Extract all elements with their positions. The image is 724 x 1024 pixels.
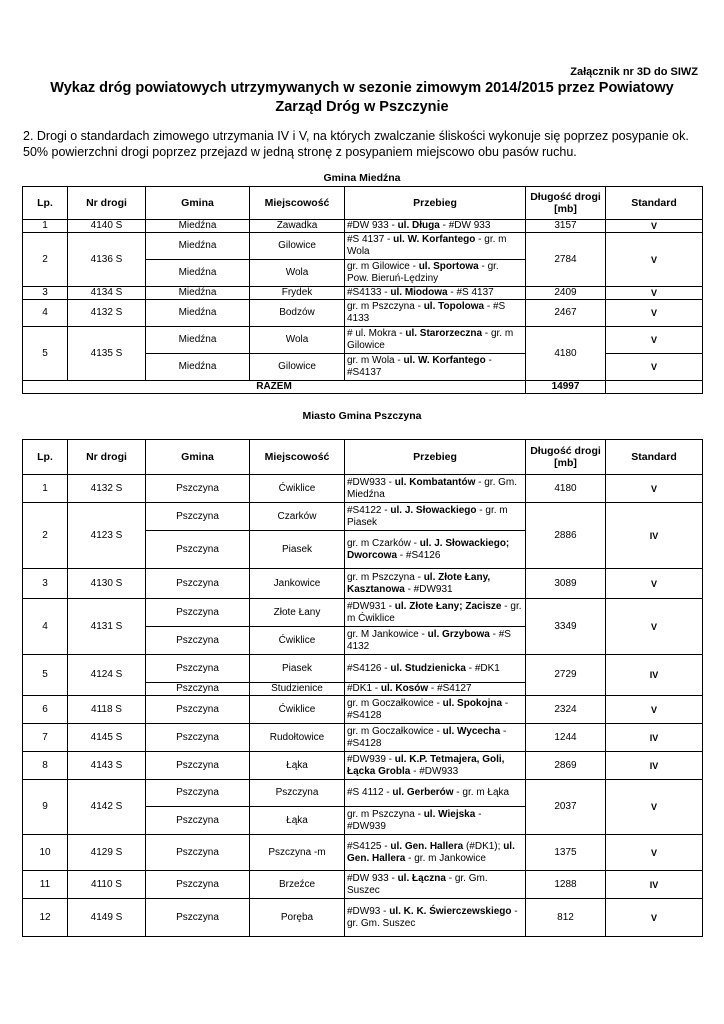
street-name: ul. Topolowa xyxy=(423,301,485,312)
table-row xyxy=(23,871,703,899)
route-cell xyxy=(345,287,526,300)
gmina-cell: Pszczyna xyxy=(146,475,250,503)
route-text: #S 4112 - xyxy=(347,787,393,798)
gmina-cell: Pszczyna xyxy=(146,807,250,835)
gmina-cell: Pszczyna xyxy=(146,835,250,871)
length-cell: 2409 xyxy=(526,287,606,300)
route-cell xyxy=(345,599,526,627)
table-row xyxy=(23,503,703,531)
road-number-cell: 4149 S xyxy=(68,899,146,937)
route-cell xyxy=(345,871,526,899)
standard-cell: V xyxy=(606,327,703,354)
gmina-cell: Miedźna xyxy=(146,327,250,354)
gmina-cell: Miedźna xyxy=(146,220,250,233)
locality-cell: Pszczyna xyxy=(250,780,345,807)
total-row xyxy=(23,381,703,394)
gmina-cell: Pszczyna xyxy=(146,871,250,899)
route-cell xyxy=(345,780,526,807)
route-cell xyxy=(345,696,526,724)
road-number-cell: 4118 S xyxy=(68,696,146,724)
route-text: #S4122 - xyxy=(347,504,391,516)
section-title-pszczyna: Miasto Gmina Pszczyna xyxy=(302,410,422,422)
route-text: - #S4127 xyxy=(428,683,472,694)
route-text: #S4126 - xyxy=(347,662,391,674)
col-lp: Lp. xyxy=(23,440,68,475)
intro-paragraph: 2. Drogi o standardach zimowego utrzymania IV i V, na których zwalczanie śliskości wykonuje się poprzez posypanie ok. 50% powierzchni drogi poprzez przejazd w jedną stronę z posypaniem miejscowo obu pasów ruchu. xyxy=(23,129,689,159)
route-text: gr. m Czarków - xyxy=(347,537,420,549)
lp-cell: 7 xyxy=(23,724,68,752)
route-text: #DW933 - xyxy=(347,476,395,488)
street-name: ul. Sportowa xyxy=(418,261,479,272)
route-cell xyxy=(345,475,526,503)
lp-cell: 6 xyxy=(23,696,68,724)
locality-cell: Wola xyxy=(250,260,345,287)
col-gmina: Gmina xyxy=(146,440,250,475)
route-text: - gr. Pow. Bieruń-Lędziny xyxy=(347,261,499,284)
road-number-cell: 4135 S xyxy=(68,327,146,381)
gmina-cell: Pszczyna xyxy=(146,655,250,683)
road-number-cell: 4132 S xyxy=(68,300,146,327)
table-row xyxy=(23,599,703,627)
col-przebieg: Przebieg xyxy=(345,440,526,475)
standard-cell: V xyxy=(606,287,703,300)
standard-cell: V xyxy=(606,233,703,287)
table-row xyxy=(23,899,703,937)
length-cell: 2886 xyxy=(526,503,606,569)
route-text: - #S4128 xyxy=(347,725,507,749)
lp-cell: 4 xyxy=(23,300,68,327)
col-dlugosc: Długość drogi [mb] xyxy=(526,187,606,220)
street-name: ul. Złote Łany; Zacisze xyxy=(394,600,502,612)
standard-cell: V xyxy=(606,354,703,381)
street-name: ul. Kombatantów xyxy=(394,476,476,488)
street-name: ul. W. Korfantego xyxy=(403,355,486,366)
road-number-cell: 4131 S xyxy=(68,599,146,655)
street-name: ul. Długa xyxy=(397,220,440,231)
route-text: - #S4137 xyxy=(347,355,492,378)
table-header-row xyxy=(23,187,703,220)
route-text: - #S 4133 xyxy=(347,301,506,324)
col-lp: Lp. xyxy=(23,187,68,220)
locality-cell: Gilowice xyxy=(250,233,345,260)
locality-cell: Bodzów xyxy=(250,300,345,327)
route-text: gr. m Wola - xyxy=(347,355,404,366)
title-line-1: Wykaz dróg powiatowych utrzymywanych w sezonie zimowym 2014/2015 przez Powiatowy xyxy=(50,80,674,96)
length-cell: 2729 xyxy=(526,655,606,696)
route-text: #S 4137 - xyxy=(347,234,394,245)
street-name: ul. Wycecha xyxy=(442,725,501,737)
locality-cell: Jankowice xyxy=(250,569,345,599)
table-row xyxy=(23,752,703,780)
gmina-cell: Pszczyna xyxy=(146,599,250,627)
standard-cell: IV xyxy=(606,655,703,696)
standard-cell: IV xyxy=(606,503,703,569)
route-text: #DW931 - xyxy=(347,600,395,612)
route-text: gr. m Gilowice - xyxy=(347,261,419,272)
road-number-cell: 4129 S xyxy=(68,835,146,871)
col-nr-drogi: Nr drogi xyxy=(68,440,146,475)
length-cell: 2467 xyxy=(526,300,606,327)
route-text: #S4125 - xyxy=(347,840,391,852)
gmina-cell: Pszczyna xyxy=(146,627,250,655)
gmina-cell: Pszczyna xyxy=(146,569,250,599)
route-text: gr. M Jankowice - xyxy=(347,628,428,640)
standard-cell: V xyxy=(606,300,703,327)
standard-cell: IV xyxy=(606,871,703,899)
table-row xyxy=(23,780,703,807)
lp-cell: 12 xyxy=(23,899,68,937)
route-cell xyxy=(345,899,526,937)
lp-cell: 1 xyxy=(23,475,68,503)
route-text: - gr. m Ćwiklice xyxy=(347,600,522,624)
table-row xyxy=(23,835,703,871)
table-row xyxy=(23,475,703,503)
route-cell xyxy=(345,531,526,569)
road-number-cell: 4132 S xyxy=(68,475,146,503)
route-text: #DK1 - xyxy=(347,683,381,694)
gmina-cell: Miedźna xyxy=(146,300,250,327)
table-row xyxy=(23,655,703,683)
standard-cell: V xyxy=(606,599,703,655)
locality-cell: Łąka xyxy=(250,807,345,835)
table-row xyxy=(23,300,703,327)
route-text: #S4133 - xyxy=(347,287,391,298)
route-cell xyxy=(345,300,526,327)
route-text: - gr. Gm. Suszec xyxy=(347,872,488,896)
route-cell xyxy=(345,569,526,599)
street-name: ul. W. Korfantego xyxy=(393,234,476,245)
table-row xyxy=(23,287,703,300)
lp-cell: 5 xyxy=(23,655,68,696)
locality-cell: Gilowice xyxy=(250,354,345,381)
length-cell: 1288 xyxy=(526,871,606,899)
street-name: ul. Miodowa xyxy=(390,287,448,298)
section-title-miedzna: Gmina Miedźna xyxy=(323,172,401,184)
table-row xyxy=(23,220,703,233)
lp-cell: 2 xyxy=(23,233,68,287)
route-text: - #DW933 xyxy=(410,765,459,777)
street-name: ul. Starorzeczna xyxy=(405,328,483,339)
route-cell xyxy=(345,627,526,655)
road-number-cell: 4123 S xyxy=(68,503,146,569)
length-cell: 812 xyxy=(526,899,606,937)
lp-cell: 3 xyxy=(23,569,68,599)
lp-cell: 3 xyxy=(23,287,68,300)
lp-cell: 8 xyxy=(23,752,68,780)
locality-cell: Piasek xyxy=(250,655,345,683)
standard-cell: V xyxy=(606,475,703,503)
length-cell: 2037 xyxy=(526,780,606,835)
route-text: gr. m Goczałkowice - xyxy=(347,697,443,709)
lp-cell: 4 xyxy=(23,599,68,655)
lp-cell: 1 xyxy=(23,220,68,233)
gmina-cell: Miedźna xyxy=(146,260,250,287)
length-cell: 2324 xyxy=(526,696,606,724)
locality-cell: Ćwiklice xyxy=(250,627,345,655)
route-text: - gr. m Gilowice xyxy=(347,328,514,351)
street-name: ul. Wiejska xyxy=(423,808,476,820)
street-name: ul. Gerberów xyxy=(392,787,454,798)
gmina-cell: Pszczyna xyxy=(146,531,250,569)
total-standard-empty xyxy=(606,381,703,394)
route-cell xyxy=(345,233,526,260)
standard-cell: IV xyxy=(606,752,703,780)
locality-cell: Wola xyxy=(250,327,345,354)
table-row xyxy=(23,569,703,599)
route-cell xyxy=(345,655,526,683)
street-name: ul. Złote Łany, Kasztanowa xyxy=(347,571,491,595)
lp-cell: 11 xyxy=(23,871,68,899)
col-standard: Standard xyxy=(606,187,703,220)
route-text: # ul. Mokra - xyxy=(347,328,406,339)
gmina-cell: Pszczyna xyxy=(146,752,250,780)
gmina-cell: Pszczyna xyxy=(146,503,250,531)
locality-cell: Studzienice xyxy=(250,683,345,696)
length-cell: 2869 xyxy=(526,752,606,780)
street-name: ul. Grzybowa xyxy=(427,628,490,640)
route-cell xyxy=(345,220,526,233)
street-name: ul. K.P. Tetmajera, Goli, Łącka Grobla xyxy=(347,753,505,777)
route-text: #DW 933 - xyxy=(347,872,398,884)
route-text: - #DW939 xyxy=(347,808,482,832)
route-cell xyxy=(345,503,526,531)
annex-label: Załącznik nr 3D do SIWZ xyxy=(570,66,698,78)
locality-cell: Brzeźce xyxy=(250,871,345,899)
lp-cell: 10 xyxy=(23,835,68,871)
road-number-cell: 4145 S xyxy=(68,724,146,752)
roads-table-miedzna xyxy=(22,186,703,394)
route-cell xyxy=(345,807,526,835)
route-text: - gr. Gm. Miedźna xyxy=(347,476,518,500)
route-text: #DW93 - xyxy=(347,905,390,917)
table-header-row xyxy=(23,440,703,475)
route-text: gr. m Goczałkowice - xyxy=(347,725,443,737)
length-cell: 1375 xyxy=(526,835,606,871)
locality-cell: Rudołtowice xyxy=(250,724,345,752)
locality-cell: Frydek xyxy=(250,287,345,300)
standard-cell: V xyxy=(606,835,703,871)
col-dlugosc: Długość drogi [mb] xyxy=(526,440,606,475)
street-name: ul. Gen. Hallera xyxy=(347,840,515,864)
road-number-cell: 4134 S xyxy=(68,287,146,300)
route-cell xyxy=(345,354,526,381)
route-text: - #DK1 xyxy=(465,662,500,674)
route-text: (#DK1); xyxy=(463,840,504,852)
page-title xyxy=(20,79,704,117)
gmina-cell: Pszczyna xyxy=(146,724,250,752)
road-number-cell: 4140 S xyxy=(68,220,146,233)
route-cell xyxy=(345,724,526,752)
street-name: ul. Łączna xyxy=(397,872,446,884)
road-number-cell: 4136 S xyxy=(68,233,146,287)
road-number-cell: 4110 S xyxy=(68,871,146,899)
route-text: - gr. m Łąka xyxy=(453,787,510,798)
street-name: ul. Kosów xyxy=(380,683,429,694)
gmina-cell: Miedźna xyxy=(146,233,250,260)
length-cell: 3089 xyxy=(526,569,606,599)
standard-cell: V xyxy=(606,220,703,233)
route-cell xyxy=(345,327,526,354)
road-number-cell: 4130 S xyxy=(68,569,146,599)
length-cell: 3349 xyxy=(526,599,606,655)
gmina-cell: Pszczyna xyxy=(146,780,250,807)
lp-cell: 9 xyxy=(23,780,68,835)
col-miejscowosc: Miejscowość xyxy=(250,440,345,475)
route-cell xyxy=(345,260,526,287)
locality-cell: Czarków xyxy=(250,503,345,531)
length-cell: 1244 xyxy=(526,724,606,752)
locality-cell: Łąka xyxy=(250,752,345,780)
standard-cell: V xyxy=(606,696,703,724)
road-number-cell: 4124 S xyxy=(68,655,146,696)
road-number-cell: 4142 S xyxy=(68,780,146,835)
table-row xyxy=(23,327,703,354)
standard-cell: V xyxy=(606,780,703,835)
gmina-cell: Pszczyna xyxy=(146,696,250,724)
gmina-cell: Miedźna xyxy=(146,287,250,300)
table-row xyxy=(23,696,703,724)
col-gmina: Gmina xyxy=(146,187,250,220)
route-text: - gr. Gm. Suszec xyxy=(347,905,518,929)
route-text: - gr. m Jankowice xyxy=(405,852,486,864)
locality-cell: Poręba xyxy=(250,899,345,937)
length-cell: 4180 xyxy=(526,475,606,503)
lp-cell: 2 xyxy=(23,503,68,569)
col-standard: Standard xyxy=(606,440,703,475)
route-text: #DW939 - xyxy=(347,753,395,765)
locality-cell: Ćwiklice xyxy=(250,696,345,724)
route-text: #DW 933 - xyxy=(347,220,398,231)
locality-cell: Złote Łany xyxy=(250,599,345,627)
standard-cell: V xyxy=(606,569,703,599)
route-text: - #S4128 xyxy=(347,697,509,721)
route-text: gr. m Pszczyna - xyxy=(347,571,424,583)
route-text: - #S4126 xyxy=(397,549,441,561)
gmina-cell: Pszczyna xyxy=(146,899,250,937)
route-text: - #DW931 xyxy=(404,583,453,595)
locality-cell: Ćwiklice xyxy=(250,475,345,503)
gmina-cell: Pszczyna xyxy=(146,683,250,696)
roads-table-pszczyna xyxy=(22,439,703,937)
route-text: - gr. m Wola xyxy=(347,234,507,257)
street-name: ul. J. Słowackiego; Dworcowa xyxy=(347,537,510,561)
locality-cell: Piasek xyxy=(250,531,345,569)
col-nr-drogi: Nr drogi xyxy=(68,187,146,220)
route-text: - gr. m Piasek xyxy=(347,504,508,528)
total-value: 14997 xyxy=(526,381,606,394)
street-name: ul. Spokojna xyxy=(442,697,503,709)
route-cell xyxy=(345,752,526,780)
standard-cell: V xyxy=(606,899,703,937)
route-text: gr. m Pszczyna - xyxy=(347,301,424,312)
gmina-cell: Miedźna xyxy=(146,354,250,381)
street-name: ul. K. K. Świerczewskiego xyxy=(389,905,512,917)
length-cell: 3157 xyxy=(526,220,606,233)
locality-cell: Zawadka xyxy=(250,220,345,233)
street-name: ul. J. Słowackiego xyxy=(390,504,477,516)
table-row xyxy=(23,233,703,260)
col-przebieg: Przebieg xyxy=(345,187,526,220)
route-cell xyxy=(345,683,526,696)
street-name: ul. Gen. Hallera xyxy=(390,840,464,852)
route-text: - #DW 933 xyxy=(439,220,491,231)
standard-cell: IV xyxy=(606,724,703,752)
street-name: ul. Studzienicka xyxy=(390,662,466,674)
title-line-2: Zarząd Dróg w Pszczynie xyxy=(275,99,449,115)
col-miejscowosc: Miejscowość xyxy=(250,187,345,220)
route-text: - #S 4132 xyxy=(347,628,511,652)
route-text: - #S 4137 xyxy=(447,287,494,298)
total-label: RAZEM xyxy=(23,381,526,394)
route-text: gr. m Pszczyna - xyxy=(347,808,424,820)
length-cell: 2784 xyxy=(526,233,606,287)
length-cell: 4180 xyxy=(526,327,606,381)
route-cell xyxy=(345,835,526,871)
locality-cell: Pszczyna -m xyxy=(250,835,345,871)
lp-cell: 5 xyxy=(23,327,68,381)
table-row xyxy=(23,724,703,752)
road-number-cell: 4143 S xyxy=(68,752,146,780)
